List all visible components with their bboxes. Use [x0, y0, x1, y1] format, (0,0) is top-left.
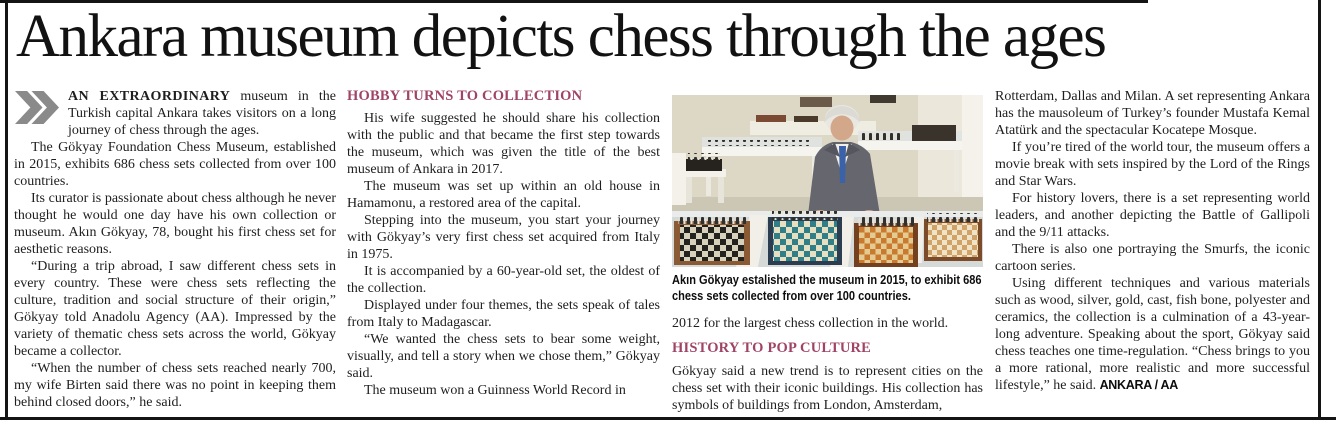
double-chevron-icon — [14, 91, 60, 124]
chess-board-dark — [674, 215, 750, 265]
paragraph: If you’re tired of the world tour, the museum offers a movie break with sets inspired by the Lord of the Rings and Star Wars. — [995, 140, 1310, 189]
paragraph: For history lovers, there is a set representing world leaders, and another depicting the Battle of Gallipoli and the 9/11 attacks. — [995, 191, 1310, 240]
paragraph: His wife suggested he should share his collection with the public and that became the first step towards the museum, which was given the title of the best museum of Ankara in 2017. — [347, 111, 660, 177]
lead-bold-text: AN EXTRAORDINARY — [68, 89, 231, 104]
museum-photo — [672, 95, 983, 267]
continuation-paragraph: 2012 for the largest chess collection in the world. — [672, 315, 949, 331]
paragraph-text: Using different techniques and various materials such as wood, silver, gold, cast, fish bone, polyester and ceramics, the collection is a culmination of a 43-year-long adventure. Speaking about the sport, Gökyay said chess teaches one time-regulation. “Chess brings to you a more rational, more realistic and more successful lifestyle,” he said. — [995, 276, 1310, 393]
chess-board-orange — [854, 217, 918, 267]
paragraph: Its curator is passionate about chess although he never thought he would one day have his own collection or museum. Akın Gökyay, 78, bought his first chess set for aesthetic reasons. — [14, 191, 336, 257]
photo-caption: Akın Gökyay estalished the museum in 2015, to exhibit 686 chess sets collected from over 100 countries. — [672, 273, 982, 304]
column-4 — [995, 88, 1310, 394]
paragraph: The Gökyay Foundation Chess Museum, established in 2015, exhibits 686 chess sets collected from over 100 countries. — [14, 140, 336, 189]
section-heading-hobby: HOBBY TURNS TO COLLECTION — [347, 88, 583, 104]
chess-board-tan — [924, 213, 982, 261]
right-rule — [1318, 0, 1321, 420]
left-rule — [5, 0, 8, 420]
paragraph: “We wanted the chess sets to bear some weight, visually, and tell a story when we chose them,” Gökyay said. — [347, 332, 660, 381]
museum-photo-illustration — [672, 95, 983, 267]
lead-paragraph — [14, 88, 336, 139]
paragraph: The museum was set up within an old house in Hamamonu, a restored area of the capital. — [347, 179, 660, 211]
paragraph: There is also one portraying the Smurfs, the iconic cartoon series. — [995, 242, 1310, 274]
headline: Ankara museum depicts chess through the ages — [16, 3, 1106, 70]
paragraph: The museum won a Guinness World Record in — [364, 383, 626, 398]
paragraph: Rotterdam, Dallas and Milan. A set representing Ankara has the mausoleum of Turkey’s founder Mustafa Kemal Atatürk and the spectacular Kocatepe Mosque. — [995, 89, 1310, 138]
closing-paragraph — [995, 275, 1310, 394]
dateline-tag: ANKARA / AA — [1099, 378, 1178, 392]
column-1 — [14, 88, 336, 411]
column-3 — [672, 88, 983, 414]
paragraph: “When the number of chess sets reached nearly 700, my wife Birten said there was no point in keeping them behind closed doors,” he said. — [14, 361, 336, 410]
paragraph: Gökyay said a new trend is to represent cities on the chess set with their iconic buildings. His collection has symbols of buildings from London, Amsterdam, — [672, 363, 983, 413]
paragraph: It is accompanied by a 60-year-old set, the oldest of the collection. — [347, 264, 660, 296]
paragraph: “During a trip abroad, I saw different chess sets in every country. These were chess sets reflecting the culture, tradition and social structure of their origin,” Gökyay told Anadolu Agency (AA). Impressed by the variety of thematic chess sets across the world, Gökyay became a collector. — [14, 259, 336, 359]
bottom-rule — [0, 417, 1336, 420]
paragraph: Stepping into the museum, you start your journey with Gökyay’s very first chess set acquired from Italy in 1975. — [347, 213, 660, 262]
paragraph: Displayed under four themes, the sets speak of tales from Italy to Madagascar. — [347, 298, 660, 330]
chess-board-teal — [768, 211, 842, 265]
column-2 — [347, 88, 660, 399]
lead-text: museum in the Turkish capital Ankara takes visitors on a long journey of chess through the ages. — [68, 89, 337, 138]
section-heading-history: HISTORY TO POP CULTURE — [672, 339, 872, 356]
